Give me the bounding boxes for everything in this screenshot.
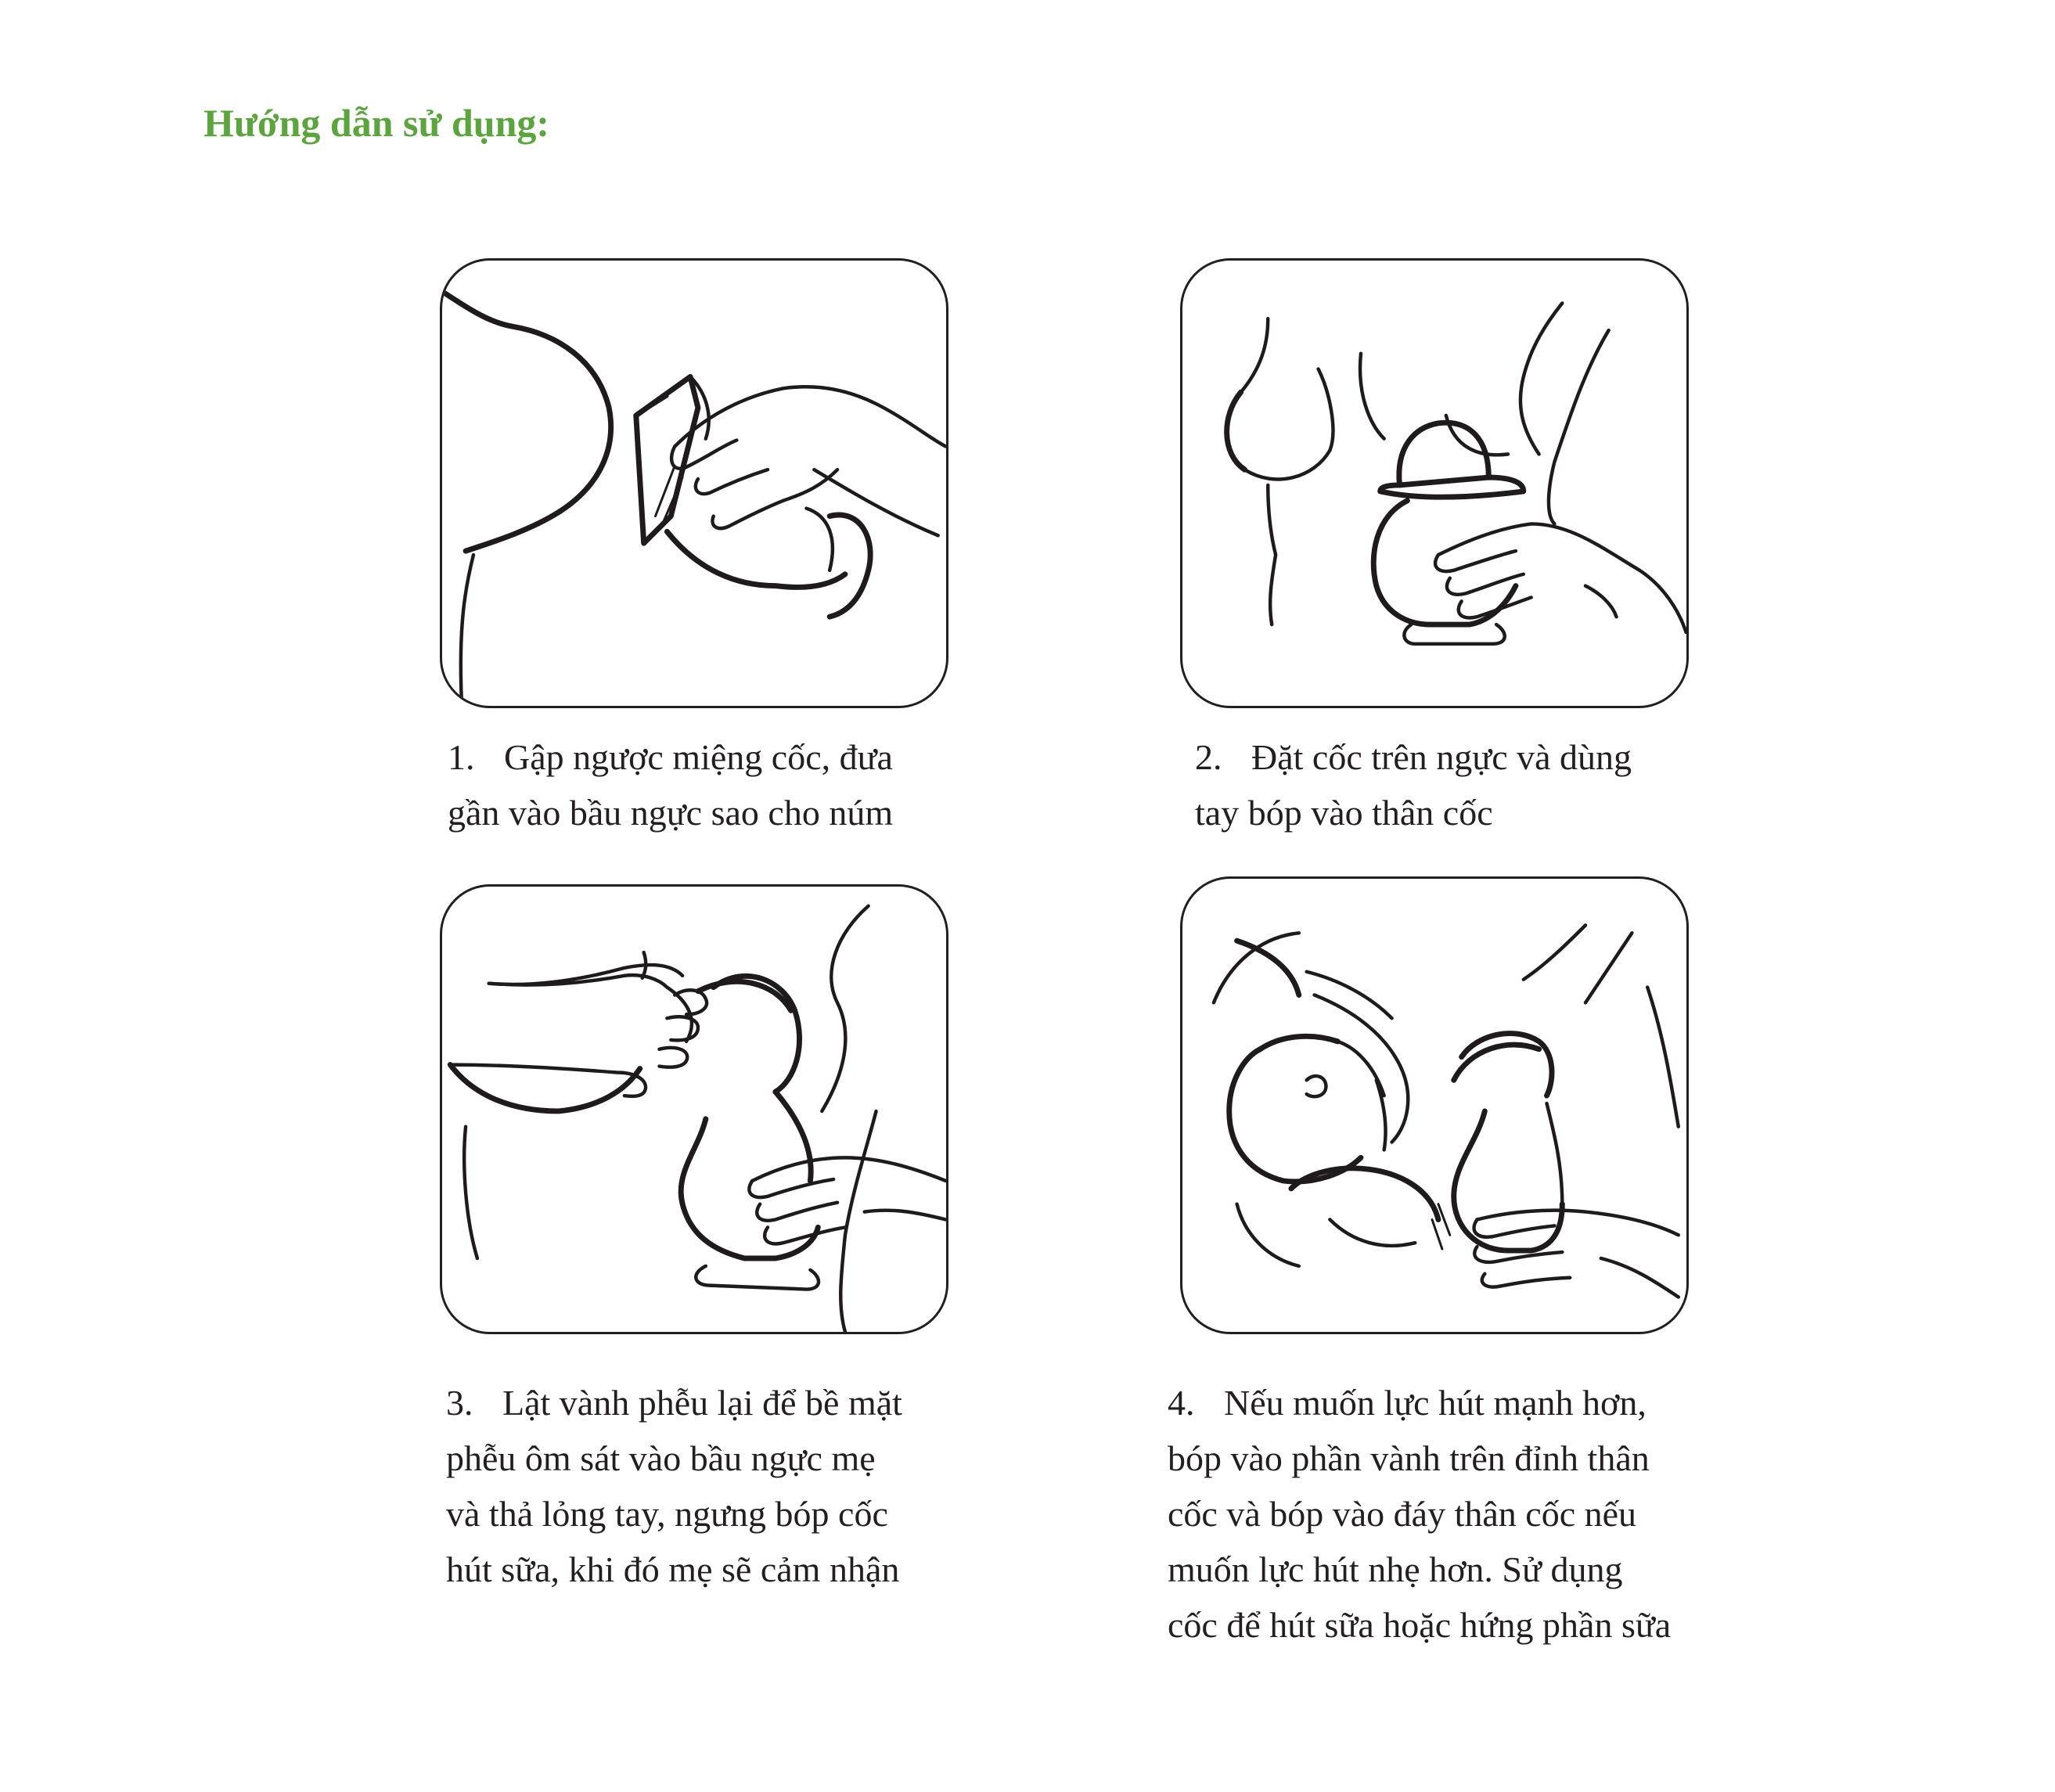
- step-2-number: 2.: [1195, 737, 1222, 777]
- step-1-caption: [448, 729, 893, 840]
- step-2-caption: [1195, 729, 1632, 840]
- step-3-line-4: hút sữa, khi đó mẹ sẽ cảm nhận: [446, 1549, 900, 1589]
- step-4-line-1: 4. Nếu muốn lực hút mạnh hơn,: [1168, 1375, 1671, 1430]
- step-3-line-2: phễu ôm sát vào bầu ngực mẹ: [446, 1438, 876, 1478]
- step-2-line-1: 2. Đặt cốc trên ngực và dùng: [1195, 729, 1632, 785]
- step-4-line-3: cốc và bóp vào đáy thân cốc nếu: [1168, 1494, 1637, 1534]
- step-4-line-2: bóp vào phần vành trên đỉnh thân: [1168, 1438, 1650, 1478]
- step-3-illustration: [440, 884, 948, 1334]
- step-4-line-4: muốn lực hút nhẹ hơn. Sử dụng: [1168, 1549, 1623, 1589]
- step-1-number: 1.: [448, 737, 475, 777]
- page-title: Hướng dẫn sử dụng:: [203, 101, 550, 145]
- place-cup-on-breast-icon: [1182, 261, 1686, 706]
- fold-funnel-rim-icon: [442, 887, 946, 1332]
- step-1-line-2: gần vào bầu ngực sao cho núm: [448, 793, 894, 833]
- step-4-line-5: cốc để hút sữa hoặc hứng phần sữa: [1168, 1605, 1672, 1645]
- step-3-line-3: và thả lỏng tay, ngưng bóp cốc: [446, 1494, 888, 1534]
- step-2-line-2: tay bóp vào thân cốc: [1195, 793, 1493, 833]
- step-2-illustration: [1180, 258, 1689, 708]
- step-1-line-1: 1. Gập ngược miệng cốc, đưa: [448, 729, 893, 785]
- step-3-caption: [446, 1375, 902, 1597]
- step-4-number: 4.: [1168, 1383, 1195, 1423]
- step-1-illustration: [440, 258, 948, 708]
- step-4-caption: [1168, 1375, 1671, 1653]
- step-4-illustration: [1180, 876, 1689, 1334]
- step-3-number: 3.: [446, 1383, 473, 1423]
- step-3-line-1: 3. Lật vành phễu lại để bề mặt: [446, 1375, 902, 1430]
- flip-cup-rim-icon: [442, 261, 946, 706]
- adjust-suction-while-nursing-icon: [1182, 879, 1686, 1332]
